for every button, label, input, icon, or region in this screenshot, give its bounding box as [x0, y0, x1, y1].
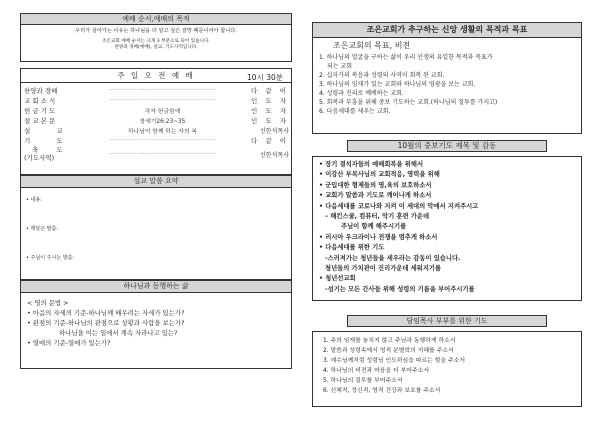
- left-column: [20, 13, 292, 369]
- right-column: [312, 22, 582, 407]
- prayer-item: -스러져가는 청년들을 세우라는 감동이 있습니다.: [325, 254, 461, 262]
- vision-item: 3. 하나님의 임재가 있는 교회와 하나님의 영광을 보는 교회.: [319, 81, 476, 88]
- vision-item: 4. 성령과 진리로 예배하는 교회.: [319, 90, 404, 97]
- order-leader: 다 같 이: [251, 86, 289, 95]
- order-leader: 인 도 자: [251, 106, 289, 115]
- order-row: [24, 125, 289, 135]
- order-row: [24, 95, 289, 105]
- pastor-prayer-item: 3. 예수님께처럼 성령님 인도하심을 따르는 힘을 주소서: [323, 358, 466, 364]
- walk-line: • 마음의 자세의 기준-하나님께 배우려는 자세가 있는가?: [27, 309, 185, 317]
- order-row: [24, 145, 289, 163]
- order-label: 설 교 본 문: [24, 116, 56, 125]
- order-detail: 창세기26:23~35: [139, 118, 186, 125]
- walk-header: [20, 280, 292, 293]
- walk-line: < 영의 문법 >: [27, 299, 69, 307]
- order-detail: ···································································: [109, 137, 216, 143]
- sermon-header: [20, 175, 292, 188]
- goals-title: 조은교회가 추구하는 신앙 생활의 목적과 목표: [366, 25, 528, 34]
- order-title: 예배 순서,예배의 목적: [122, 15, 190, 23]
- prayer-item: • 이강산 부목사님의 교회적응, 영력을 위해: [319, 171, 440, 179]
- walk-box: [20, 293, 292, 369]
- order-label: 헌 금 기 도: [24, 106, 56, 115]
- structure-line: [21, 39, 291, 51]
- order-leader: 신한석목사: [260, 127, 289, 135]
- structure-line-b: 찬양과 경배(예배), 설교, 기도사역입니다.: [114, 45, 198, 50]
- service-title-bar: [20, 68, 292, 83]
- order-header: [20, 13, 292, 25]
- order-row: [24, 105, 289, 115]
- walk-title: 하나님과 동행하는 삶: [123, 282, 189, 290]
- order-leader: 신한석목사: [260, 151, 289, 159]
- sermon-notes: [20, 188, 292, 280]
- order-label-group: [24, 146, 76, 162]
- pastor-prayer-item: 6. 신체적, 정신적, 영적 건강과 보호를 주소서: [323, 388, 441, 394]
- goals-header: [312, 22, 582, 38]
- pastor-prayer-item: 5. 하나님의 질투를 부어주소서: [323, 378, 403, 384]
- vision-item: 1. 하나님의 얼굴을 구하는 삶이 우리 인생의 유일한 목적과 목표가: [319, 54, 493, 61]
- walk-line: 하나님을 이는 일에서 계속 자라나고 있는?: [59, 329, 178, 337]
- prayer-box: [312, 156, 582, 301]
- service-title: 주 일 오 전 예 배: [117, 71, 195, 80]
- prayer-item: -섬기는 모든 간사들 위해 성령의 기름을 부어주시기를: [325, 285, 475, 293]
- order-label: 기 도: [24, 136, 75, 145]
- vision-item: 되는 교회: [327, 63, 353, 70]
- service-time: 10시 30분: [247, 73, 283, 82]
- prayer-item: 주님이 함께 해주시기를: [341, 223, 407, 231]
- sermon-item: • 주님이 주시는 말씀:: [26, 255, 75, 261]
- order-detail: ···································································: [109, 151, 216, 157]
- walk-line: • 열매의 기준-열매가 있는가?: [27, 339, 111, 347]
- prayer-item: • 교회가 말씀과 기도로 깨어나게 하소서: [319, 192, 432, 200]
- order-leader: 다 같 이: [251, 136, 289, 145]
- prayer-item: • 청년선교회: [319, 275, 356, 283]
- pastor-prayer-item: 2. 말씀과 성령속에서 영적 분별력의 지혜를 주소서: [323, 348, 454, 354]
- prayer-item: • 군입대한 형제들의 영,육의 보호하소서: [319, 181, 432, 189]
- prayer-item: • 다음세대를 위한 기도: [319, 244, 385, 252]
- vision-title: 조은교회의 목표, 비전: [333, 41, 411, 50]
- pastor-prayer-box: [312, 331, 582, 407]
- pastor-prayer-title: 담임목사 부부를 위한 기도: [406, 317, 488, 325]
- order-leader: 인 도 자: [251, 96, 289, 105]
- pastor-prayer-header: [347, 315, 547, 327]
- prayer-item: – 해킨스쿨, 컴퓨터, 악기 훈련 가운데: [325, 213, 430, 221]
- prayer-item: • 러시아 우크라이나 전쟁을 멈추게 하소서: [319, 233, 438, 241]
- order-row: [24, 115, 289, 125]
- prayer-header: [347, 140, 547, 152]
- pastor-prayer-item: 1. 주의 임재를 놓치지 않고 주님과 동행하게 하소서: [323, 338, 456, 344]
- structure-line-a: 조은교회 예배 순서는 크게 3 부분으로 되어 있습니다.: [102, 39, 210, 44]
- walk-line: • 관점의 기준-하나님의 관점으로 상황과 사람을 보는가?: [27, 319, 185, 327]
- order-label: 축 도: [32, 146, 71, 154]
- purpose-line: 우리가 살아가는 이유는 하나님을 더 알고 싶은 갈망 때문이어야 합니다.: [75, 28, 237, 34]
- pastor-prayer-item: 4. 하나님의 비전과 마음을 더 부어주소서: [323, 368, 430, 374]
- order-label: 찬양과 경배: [24, 86, 58, 95]
- prayer-item: • 장기 결석자들의 예배회복을 위해서: [319, 161, 424, 168]
- order-detail: 하나님이 함께 하는 자의 복: [128, 128, 197, 135]
- order-label: 설 교: [24, 126, 75, 135]
- prayer-title: 10월의 중보기도 제목 및 감동: [397, 141, 497, 150]
- prayer-item: 청년들의 가치관이 진리가운데 세워지기를: [325, 265, 442, 273]
- vision-item: 2. 십자가의 복음과 성령의 사역이 회복 된 교회.: [319, 72, 445, 79]
- order-detail: 각자 헌금함에: [144, 108, 181, 115]
- vision-box: [312, 38, 582, 134]
- sermon-item: • 내용:: [26, 197, 42, 203]
- order-label: 교 회 소 식: [24, 96, 56, 105]
- order-of-worship: [20, 83, 292, 175]
- order-detail: ···································································: [109, 97, 216, 103]
- order-label-sub: (기도사역): [24, 154, 55, 162]
- vision-item: 5. 회복과 부흥을 위해 중보 기도하는 교회.(하나님의 질투를 가지고): [319, 99, 498, 106]
- order-detail: ···································································: [109, 87, 216, 93]
- order-leader: 인 도 자: [251, 116, 289, 125]
- sermon-title: 설교 말씀 요약: [133, 177, 179, 185]
- purpose-box: [20, 25, 292, 62]
- order-row: [24, 85, 289, 95]
- vision-item: 6. 다음세대를 세우는 교회.: [319, 108, 391, 115]
- sermon-item: • 깨달은 말씀:: [26, 226, 58, 232]
- prayer-item: • 다음세대를 코로나와 지켜 이 세대의 악에서 지켜주시고: [319, 202, 479, 210]
- order-row: [24, 135, 289, 145]
